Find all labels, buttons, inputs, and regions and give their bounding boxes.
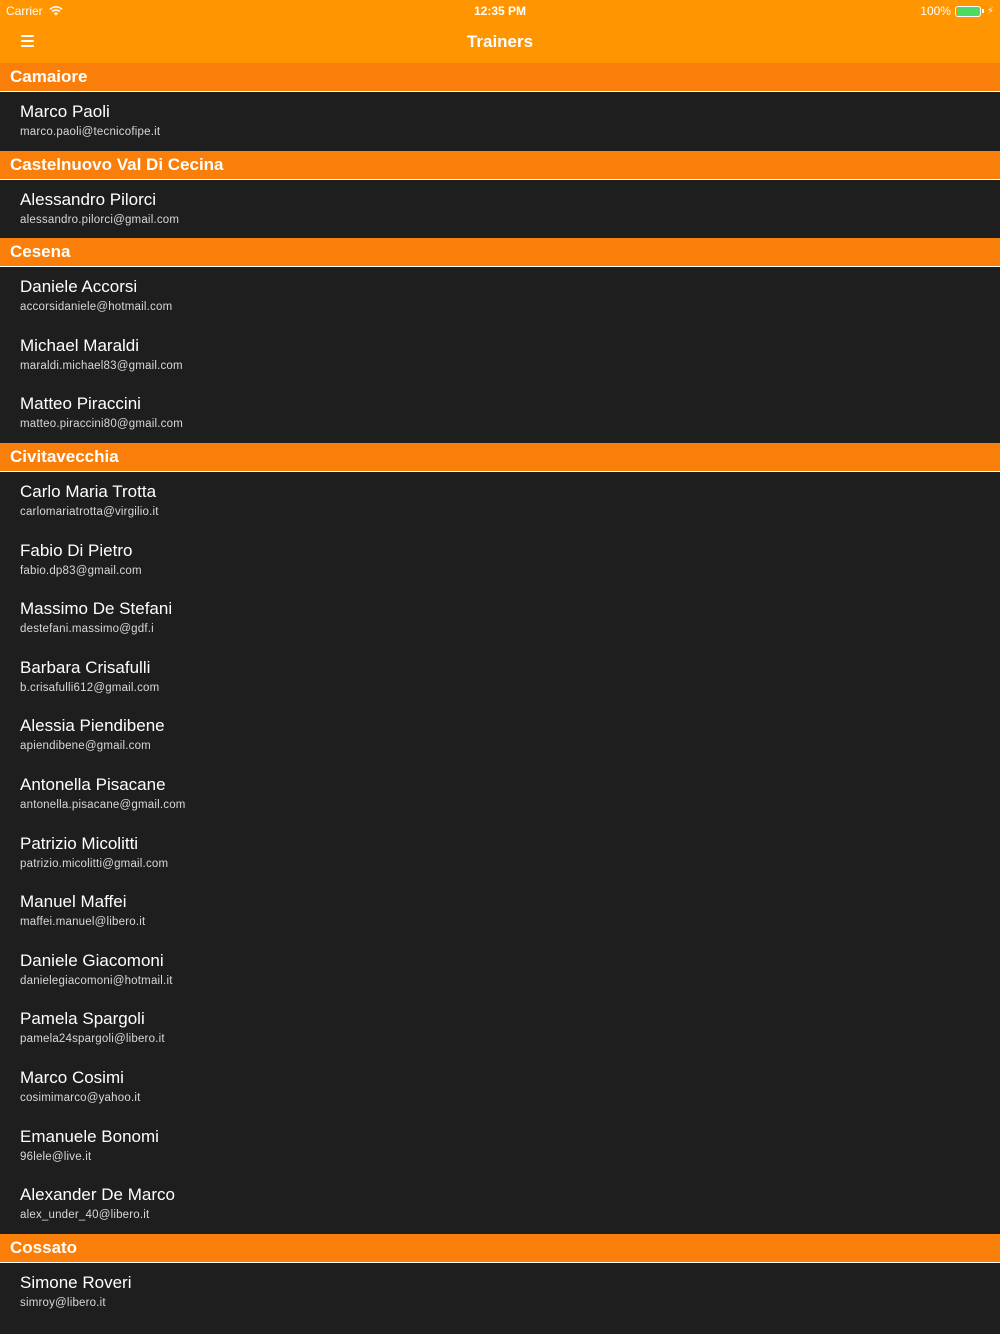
- charging-bolt-icon: ⚡: [986, 5, 994, 17]
- trainer-name: Fabio Di Pietro: [20, 540, 133, 560]
- trainer-email: antonella.pisacane@gmail.com: [20, 798, 186, 811]
- section-header: Castelnuovo Val Di Cecina: [0, 151, 1000, 180]
- trainer-row[interactable]: [0, 1058, 1000, 1117]
- top-bar: [0, 0, 1000, 63]
- trainer-row[interactable]: [0, 824, 1000, 883]
- trainer-name: Pamela Spargoli: [20, 1009, 145, 1029]
- trainer-email: maffei.manuel@libero.it: [20, 916, 146, 929]
- trainer-row[interactable]: [0, 531, 1000, 590]
- nav-bar: [0, 20, 1000, 63]
- trainer-email: b.crisafulli612@gmail.com: [20, 681, 160, 694]
- trainer-email: alessandro.pilorci@gmail.com: [20, 213, 180, 226]
- trainer-name: Patrizio Micolitti: [20, 833, 139, 853]
- section-header: Cossato: [0, 1234, 1000, 1263]
- trainer-name: Matteo Piraccini: [20, 394, 141, 414]
- trainer-row[interactable]: [0, 326, 1000, 385]
- trainer-name: Alexander De Marco: [20, 1185, 175, 1205]
- trainer-row[interactable]: [0, 180, 1000, 239]
- battery-percent: 100%: [920, 4, 951, 18]
- trainer-name: Manuel Maffei: [20, 892, 127, 912]
- page-title: Trainers: [466, 32, 534, 51]
- trainer-row[interactable]: [0, 765, 1000, 824]
- trainer-name: Massimo De Stefani: [20, 599, 173, 619]
- status-battery-group: [920, 4, 994, 18]
- trainer-email: simroy@libero.it: [20, 1296, 106, 1309]
- trainer-list[interactable]: [0, 63, 1000, 1321]
- trainer-email: accorsidaniele@hotmail.com: [20, 301, 173, 314]
- trainer-email: apiendibene@gmail.com: [20, 740, 151, 753]
- trainer-email: danielegiacomoni@hotmail.it: [20, 974, 173, 987]
- trainer-row[interactable]: [0, 472, 1000, 531]
- battery-icon: [955, 6, 981, 17]
- trainer-name: Simone Roveri: [20, 1272, 132, 1292]
- trainer-email: alex_under_40@libero.it: [20, 1209, 150, 1222]
- section-header: Camaiore: [0, 63, 1000, 92]
- trainer-row[interactable]: [0, 267, 1000, 326]
- trainer-row[interactable]: [0, 706, 1000, 765]
- trainer-name: Alessia Piendibene: [20, 716, 165, 736]
- status-bar: [0, 0, 1000, 20]
- battery-cap-icon: [982, 9, 984, 13]
- trainer-row[interactable]: [0, 648, 1000, 707]
- trainer-row[interactable]: [0, 92, 1000, 151]
- trainer-row[interactable]: [0, 1175, 1000, 1234]
- section-header: Civitavecchia: [0, 443, 1000, 472]
- trainer-email: fabio.dp83@gmail.com: [20, 564, 142, 577]
- trainer-name: Marco Paoli: [20, 102, 110, 121]
- carrier-label: Carrier: [6, 4, 43, 18]
- trainer-row[interactable]: [0, 1117, 1000, 1176]
- trainer-row[interactable]: [0, 384, 1000, 443]
- section-header: Cesena: [0, 238, 1000, 267]
- trainer-name: Emanuele Bonomi: [20, 1126, 159, 1146]
- trainer-email: cosimimarco@yahoo.it: [20, 1091, 141, 1104]
- trainer-email: 96lele@live.it: [20, 1150, 92, 1163]
- trainer-name: Barbara Crisafulli: [20, 657, 151, 677]
- trainer-row[interactable]: [0, 882, 1000, 941]
- trainer-name: Marco Cosimi: [20, 1067, 124, 1087]
- trainer-name: Daniele Giacomoni: [20, 950, 164, 970]
- trainer-row[interactable]: [0, 999, 1000, 1058]
- trainer-email: pamela24spargoli@libero.it: [20, 1033, 165, 1046]
- trainer-email: patrizio.micolitti@gmail.com: [20, 857, 169, 870]
- trainer-email: matteo.piraccini80@gmail.com: [20, 418, 184, 431]
- trainer-email: marco.paoli@tecnicofipe.it: [20, 126, 161, 138]
- trainer-email: carlomariatrotta@virgilio.it: [20, 505, 159, 518]
- trainer-name: Antonella Pisacane: [20, 774, 166, 794]
- trainer-row[interactable]: [0, 589, 1000, 648]
- trainer-name: Alessandro Pilorci: [20, 189, 157, 209]
- trainer-name: Carlo Maria Trotta: [20, 481, 157, 501]
- trainer-email: destefani.massimo@gdf.i: [20, 623, 154, 636]
- trainer-row[interactable]: [0, 1263, 1000, 1322]
- trainer-row[interactable]: [0, 941, 1000, 1000]
- trainer-email: maraldi.michael83@gmail.com: [20, 359, 183, 372]
- trainer-name: Michael Maraldi: [20, 335, 140, 355]
- trainer-name: Daniele Accorsi: [20, 277, 138, 297]
- status-time: 12:35 PM: [473, 4, 527, 18]
